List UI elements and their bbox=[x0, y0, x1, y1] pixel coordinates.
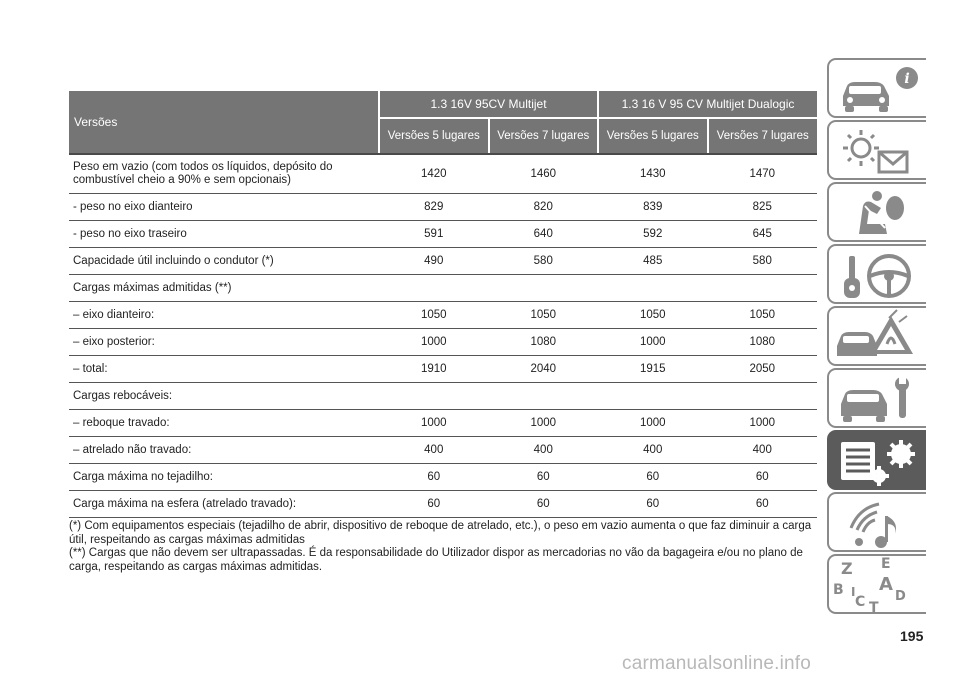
row-label: Cargas rebocáveis: bbox=[69, 383, 379, 410]
tab-alphabetical-index[interactable] bbox=[827, 554, 926, 614]
row-label: Carga máxima no tejadilho: bbox=[69, 464, 379, 491]
table-row bbox=[69, 154, 817, 194]
row-value: 400 bbox=[379, 437, 489, 464]
row-value: 592 bbox=[598, 221, 708, 248]
versions-header: Versões bbox=[69, 91, 379, 154]
index-letter: A bbox=[879, 574, 893, 595]
seats-header: Versões 7 lugares bbox=[708, 118, 818, 154]
index-letter: E bbox=[881, 556, 891, 572]
tab-warning-lights[interactable] bbox=[827, 120, 926, 180]
row-label: – atrelado não travado: bbox=[69, 437, 379, 464]
row-value: 490 bbox=[379, 248, 489, 275]
index-letter: B bbox=[833, 582, 844, 598]
row-label: Carga máxima na esfera (atrelado travado): bbox=[69, 491, 379, 518]
engine-header-dualogic: 1.3 16 V 95 CV Multijet Dualogic bbox=[598, 91, 817, 118]
row-value bbox=[379, 383, 489, 410]
warning-lights-message-icon bbox=[829, 122, 928, 182]
row-value: 60 bbox=[598, 464, 708, 491]
tab-seat-airbag[interactable] bbox=[827, 182, 926, 242]
row-label: – total: bbox=[69, 356, 379, 383]
table-row bbox=[69, 356, 817, 383]
tab-technical-data[interactable] bbox=[827, 430, 926, 490]
row-value: 829 bbox=[379, 194, 489, 221]
row-value: 640 bbox=[489, 221, 599, 248]
engine-header-multijet: 1.3 16V 95CV Multijet bbox=[379, 91, 598, 118]
row-value: 1915 bbox=[598, 356, 708, 383]
row-value: 60 bbox=[489, 491, 599, 518]
row-label: - peso no eixo traseiro bbox=[69, 221, 379, 248]
row-value bbox=[598, 383, 708, 410]
row-value: 485 bbox=[598, 248, 708, 275]
index-letter: Z bbox=[841, 559, 853, 578]
row-value: 60 bbox=[708, 491, 818, 518]
row-value bbox=[489, 275, 599, 302]
car-breakdown-icon bbox=[829, 308, 928, 368]
watermark: carmanualsonline.info bbox=[622, 653, 812, 674]
weights-table bbox=[69, 91, 817, 518]
row-value: 1050 bbox=[598, 302, 708, 329]
footnotes bbox=[69, 520, 819, 574]
row-value: 820 bbox=[489, 194, 599, 221]
table-header-engine-row bbox=[69, 91, 817, 118]
footnote-double-asterisk: (**) Cargas que não devem ser ultrapassadas. É da responsabilidade do Utilizador dispor as mercadorias no vão da bagageira e/ou no plano de carga, respeitando as cargas máximas admitidas. bbox=[69, 547, 803, 573]
row-value: 1420 bbox=[379, 154, 489, 194]
row-value: 1430 bbox=[598, 154, 708, 194]
row-value: 825 bbox=[708, 194, 818, 221]
row-value: 1000 bbox=[598, 329, 708, 356]
row-value: 645 bbox=[708, 221, 818, 248]
car-maintenance-icon bbox=[829, 370, 928, 430]
page-number: 195 bbox=[900, 628, 924, 644]
technical-data-icon bbox=[829, 432, 928, 492]
row-value: 580 bbox=[708, 248, 818, 275]
table-row bbox=[69, 329, 817, 356]
row-value: 2050 bbox=[708, 356, 818, 383]
table-row bbox=[69, 383, 817, 410]
row-value: 591 bbox=[379, 221, 489, 248]
row-label: – reboque travado: bbox=[69, 410, 379, 437]
row-value bbox=[708, 383, 818, 410]
row-value: 400 bbox=[598, 437, 708, 464]
svg-text:I: I bbox=[851, 585, 856, 599]
row-label: Capacidade útil incluindo o condutor (*) bbox=[69, 248, 379, 275]
row-value bbox=[708, 275, 818, 302]
seats-header: Versões 7 lugares bbox=[489, 118, 599, 154]
row-value: 60 bbox=[489, 464, 599, 491]
tab-breakdown[interactable] bbox=[827, 306, 926, 366]
row-label: – eixo posterior: bbox=[69, 329, 379, 356]
svg-text:i: i bbox=[904, 71, 910, 87]
technical-data-table-container bbox=[69, 91, 817, 518]
row-label: – eixo dianteiro: bbox=[69, 302, 379, 329]
row-value bbox=[379, 275, 489, 302]
seats-header: Versões 5 lugares bbox=[598, 118, 708, 154]
table-row bbox=[69, 248, 817, 275]
row-value bbox=[489, 383, 599, 410]
row-value: 1050 bbox=[708, 302, 818, 329]
table-row bbox=[69, 410, 817, 437]
seats-header: Versões 5 lugares bbox=[379, 118, 489, 154]
row-value: 1050 bbox=[379, 302, 489, 329]
index-letter: T bbox=[869, 600, 879, 616]
row-value bbox=[598, 275, 708, 302]
row-value: 400 bbox=[708, 437, 818, 464]
table-row bbox=[69, 302, 817, 329]
index-letter: C bbox=[855, 594, 866, 610]
alphabetical-index-icon bbox=[829, 556, 928, 616]
row-label: Cargas máximas admitidas (**) bbox=[69, 275, 379, 302]
tab-multimedia[interactable] bbox=[827, 492, 926, 552]
row-value: 1460 bbox=[489, 154, 599, 194]
seat-airbag-icon bbox=[829, 184, 928, 244]
table-row bbox=[69, 194, 817, 221]
row-label: Peso em vazio (com todos os líquidos, depósito do combustível cheio a 90% e sem opcionais) bbox=[69, 154, 379, 194]
row-value: 1910 bbox=[379, 356, 489, 383]
table-row bbox=[69, 491, 817, 518]
row-value: 60 bbox=[379, 491, 489, 518]
tab-car-info[interactable] bbox=[827, 58, 926, 118]
row-label: - peso no eixo dianteiro bbox=[69, 194, 379, 221]
row-value: 1050 bbox=[489, 302, 599, 329]
car-info-icon bbox=[829, 60, 928, 120]
row-value: 1470 bbox=[708, 154, 818, 194]
table-row bbox=[69, 275, 817, 302]
key-steering-wheel-icon bbox=[829, 246, 928, 306]
row-value: 60 bbox=[598, 491, 708, 518]
tab-key-steering[interactable] bbox=[827, 244, 926, 304]
index-letter: D bbox=[895, 589, 906, 604]
row-value: 1080 bbox=[489, 329, 599, 356]
tab-maintenance[interactable] bbox=[827, 368, 926, 428]
row-value: 580 bbox=[489, 248, 599, 275]
table-row bbox=[69, 464, 817, 491]
row-value: 1080 bbox=[708, 329, 818, 356]
row-value: 1000 bbox=[379, 329, 489, 356]
row-value: 400 bbox=[489, 437, 599, 464]
row-value: 60 bbox=[708, 464, 818, 491]
multimedia-icon bbox=[829, 494, 928, 554]
footnote-single-asterisk: (*) Com equipamentos especiais (tejadilho de abrir, dispositivo de reboque de atrelado, etc.), o peso em vazio aumenta o que faz diminuir a carga útil, respeitando as cargas máximas admitidas bbox=[69, 520, 812, 546]
row-value: 1000 bbox=[379, 410, 489, 437]
row-value: 839 bbox=[598, 194, 708, 221]
row-value: 1000 bbox=[598, 410, 708, 437]
table-row bbox=[69, 437, 817, 464]
row-value: 60 bbox=[379, 464, 489, 491]
row-value: 1000 bbox=[708, 410, 818, 437]
row-value: 1000 bbox=[489, 410, 599, 437]
row-value: 2040 bbox=[489, 356, 599, 383]
table-row bbox=[69, 221, 817, 248]
